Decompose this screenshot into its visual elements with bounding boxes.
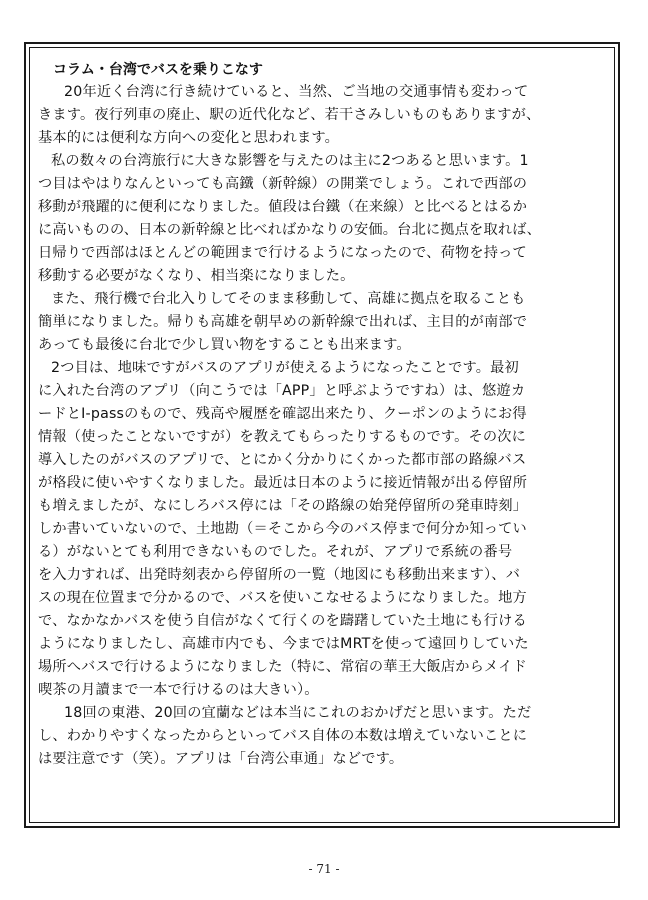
text-line: 18回の東港、20回の宜蘭などは本当にこれのおかげだと思います。ただ — [64, 705, 532, 721]
text-line: ようになりましたし、高雄市内でも、今まではMRTを使って遠回りしていた — [38, 636, 529, 652]
text-line: ードとI-passのもので、残高や履歴を確認出来たり、クーポンのようにお得 — [38, 406, 527, 422]
text-line: る）がないとても利用できないものでした。それが、アプリで系統の番号 — [38, 544, 513, 560]
paragraph-4 — [38, 357, 610, 702]
text-line: 私の数々の台湾旅行に大きな影響を与えたのは主に2つあると思います。1 — [51, 153, 529, 169]
text-line: で、なかなかバスを使う自信がなくて行くのを躊躇していた土地にも行ける — [38, 613, 527, 629]
text-line: 基本的には便利な方向への変化と思われます。 — [38, 130, 340, 146]
text-line: が格段に使いやすくなりました。最近は日本のように接近情報が出る停留所 — [38, 475, 528, 491]
paragraph-1 — [38, 81, 610, 150]
text-line: を入力すれば、出発時刻表から停留所の一覧（地図にも移動出来ます）、バ — [38, 567, 521, 583]
text-line: 簡単になりました。帰りも高雄を朝早めの新幹線で出れば、主目的が南部で — [38, 314, 528, 330]
text-line: に入れた台湾のアプリ（向こうでは「APP」と呼ぶようですね）は、悠遊カ — [38, 383, 526, 399]
column-body — [38, 60, 610, 771]
column-title: コラム・台湾でバスを乗りこなす — [53, 62, 263, 78]
text-line: つ目はやはりなんといっても高鐵（新幹線）の開業でしょう。これで西部の — [38, 176, 528, 192]
paragraph-5 — [38, 702, 610, 771]
text-line: あっても最後に台北で少し買い物をすることも出来ます。 — [38, 337, 411, 353]
text-line: また、飛行機で台北入りしてそのまま移動して、高雄に拠点を取ることも — [51, 291, 526, 307]
text-line: に高いものの、日本の新幹線と比べればかなりの安価。台北に拠点を取れば、 — [38, 222, 541, 238]
page-number: - 71 - — [308, 862, 340, 876]
text-line: しか書いていないので、土地勘（＝そこから今のバス停まで何分か知ってい — [38, 521, 527, 537]
text-line: 日帰りで西部はほとんどの範囲まで行けるようになったので、荷物を持って — [38, 245, 527, 261]
text-line: は要注意です（笑）。アプリは「台湾公車通」などです。 — [38, 751, 404, 767]
text-line: し、わかりやすくなったからといってバス自体の本数は増えていないことに — [38, 728, 528, 744]
text-line: 情報（使ったことないですが）を教えてもらったりするものです。その次に — [38, 429, 527, 445]
text-line: 移動が飛躍的に便利になりました。値段は台鐵（在来線）と比べるとはるか — [38, 199, 528, 215]
paragraph-3 — [38, 288, 610, 357]
text-line: 導入したのがバスのアプリで、とにかく分かりにくかった都市部の路線バス — [38, 452, 527, 468]
text-line: 2つ目は、地味ですがバスのアプリが使えるようになったことです。最初 — [51, 360, 519, 376]
text-line: 20年近く台湾に行き続けていると、当然、ご当地の交通事情も変わって — [64, 84, 529, 100]
text-line: 移動する必要がなくなり、相当楽になりました。 — [38, 268, 355, 284]
text-line: 喫茶の月讀まで一本で行けるのは大きい）。 — [38, 682, 319, 698]
text-line: きます。夜行列車の廃止、駅の近代化など、若干さみしいものもありますが、 — [38, 107, 541, 123]
paragraph-2 — [38, 150, 610, 288]
text-line: も増えましたが、なにしろバス停には「その路線の始発停留所の発車時刻」 — [38, 498, 528, 514]
text-line: 場所へバスで行けるようになりました（特に、常宿の華王大飯店からメイド — [38, 659, 527, 675]
text-line: スの現在位置まで分かるので、バスを使いこなせるようになりました。地方 — [38, 590, 527, 606]
